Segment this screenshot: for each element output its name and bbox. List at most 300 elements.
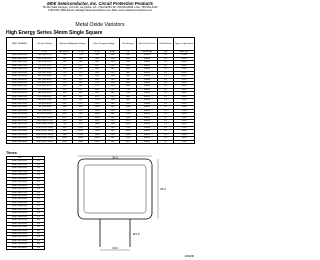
spec-header-row [7, 38, 195, 51]
table-cell: 240 (216-264) [33, 61, 57, 64]
table-cell: MDE-34S821M [7, 215, 33, 218]
table-row [7, 177, 45, 180]
table-cell: 505 [73, 95, 89, 98]
table-cell: 150 [57, 61, 73, 64]
table-cell: 1050 [73, 126, 89, 129]
table-cell: 2.0 [158, 123, 174, 126]
table-cell: 2.0 [158, 113, 174, 116]
table-cell: 1980 [89, 123, 106, 126]
table-cell: 40000 [137, 126, 158, 129]
table-cell: MDE-34S561M [7, 198, 33, 201]
table-cell: 40000 [137, 75, 158, 78]
table-cell: 2800 [174, 106, 195, 109]
table-cell: 2.0 [158, 57, 174, 60]
col-subheader: 8/20us (A) [137, 51, 158, 54]
table-row [7, 198, 45, 201]
table-cell: 40000 [137, 116, 158, 119]
table-row [7, 243, 45, 246]
table-cell: 9000 [174, 61, 195, 64]
table-cell: 600 [120, 82, 137, 85]
table-cell: 1140 [120, 109, 137, 112]
table-cell: 2.0 [158, 92, 174, 95]
table-cell: MDE-34S821M [7, 109, 33, 112]
table-cell: 300 (270-330) [33, 68, 57, 71]
table-cell: 5.0 [33, 163, 45, 166]
table-cell: 200 [106, 85, 120, 88]
table-cell: 1400 [174, 137, 195, 140]
table-cell: 385 [120, 64, 137, 67]
table-cell: 40000 [137, 133, 158, 136]
table-cell: 5.0 [33, 201, 45, 204]
table-cell: MDE-34S182M [7, 140, 33, 143]
table-cell: 350 [73, 82, 89, 85]
table-cell: 2970 [89, 140, 106, 143]
table-cell: 200 [106, 57, 120, 60]
table-row [7, 236, 45, 239]
table-cell: 940 [120, 99, 137, 102]
table-row [7, 140, 195, 143]
table-cell: 3200 [174, 99, 195, 102]
table-cell: 2.0 [158, 109, 174, 112]
table-cell: 1500 [174, 133, 195, 136]
document-code: 1302/06 [184, 255, 194, 258]
dimension-label: 10.0 [112, 246, 118, 250]
table-cell: 4300 [174, 88, 195, 91]
table-cell: 200 [106, 68, 120, 71]
col-header: Rated Power [158, 38, 174, 51]
table-cell: 1700 [174, 126, 195, 129]
table-cell: 1240 [89, 102, 106, 105]
table-cell: 1025 [89, 95, 106, 98]
table-cell: 820 (738-902) [33, 109, 57, 112]
table-cell: MDE-34S911M [7, 113, 33, 116]
table-cell: 2640 [89, 137, 106, 140]
times-title: Times [6, 151, 17, 155]
table-cell: 6000 [174, 75, 195, 78]
table-cell: MDE-34S391M [7, 184, 33, 187]
table-cell: 200 [106, 106, 120, 109]
table-row [7, 194, 45, 197]
table-cell: MDE-34S681M [7, 99, 33, 102]
table-cell: 1800 [174, 123, 195, 126]
table-cell: 895 [73, 120, 89, 123]
table-cell: MDE-34S152M [7, 239, 33, 242]
table-cell: 880 [57, 130, 73, 133]
table-cell: 5.0 [33, 229, 45, 232]
table-cell: 5.0 [33, 184, 45, 187]
table-cell: 2400 [174, 113, 195, 116]
table-row [7, 208, 45, 211]
table-cell: 1080 [120, 106, 137, 109]
table-row [7, 160, 45, 163]
table-cell: 500 [89, 68, 106, 71]
table-cell: 8000 [174, 64, 195, 67]
table-cell: MDE-34S271M [7, 64, 33, 67]
page-title: Metal Oxide Varistors [75, 22, 125, 28]
table-cell: MDE-34S142M [7, 236, 33, 239]
table-cell: MDE-34S122M [7, 229, 33, 232]
table-row [7, 163, 45, 166]
spec-table [6, 37, 195, 144]
times-body [7, 160, 45, 250]
table-cell: 845 [89, 88, 106, 91]
varistor-inner-outline [84, 165, 146, 213]
table-cell: 650 [120, 85, 137, 88]
table-cell: 5.0 [33, 170, 45, 173]
col-subheader: (W) [158, 51, 174, 54]
table-cell: 6500 [174, 71, 195, 74]
table-cell: 2900 [174, 102, 195, 105]
table-cell: 550 [89, 71, 106, 74]
table-cell: 970 [73, 123, 89, 126]
table-cell: 745 [73, 113, 89, 116]
table-cell: 1640 [120, 123, 137, 126]
table-cell: 40000 [137, 68, 158, 71]
table-cell: MDE-34S122M [7, 123, 33, 126]
table-cell: 40000 [137, 78, 158, 81]
table-cell: 4600 [174, 85, 195, 88]
col-header: Maximum Allowable Voltage [57, 38, 89, 51]
table-cell: 1250 [174, 140, 195, 143]
table-cell: 5.0 [33, 191, 45, 194]
company-address: 78-150 Calle Tampico, Unit 210, La Quinta, CA., USA 92253 Tel: 760-564-8006 • Fax: 760-564-2414 [42, 6, 158, 9]
table-cell: 1510 [120, 120, 137, 123]
table-cell: 395 [89, 61, 106, 64]
table-cell: MDE-34S781M [7, 106, 33, 109]
table-cell: 40000 [137, 130, 158, 133]
table-cell: 2.0 [158, 102, 174, 105]
table-cell: 200 [106, 120, 120, 123]
table-cell: 200 [106, 102, 120, 105]
table-cell: 1120 [89, 99, 106, 102]
table-cell: 1600 [174, 130, 195, 133]
table-cell: 460 [73, 92, 89, 95]
table-cell: 40000 [137, 61, 158, 64]
table-row [7, 239, 45, 242]
table-cell: MDE-34S471M [7, 85, 33, 88]
table-cell: 500 [120, 75, 137, 78]
table-cell: 2.0 [158, 126, 174, 129]
table-cell: 2.0 [158, 137, 174, 140]
table-cell: 420 [120, 68, 137, 71]
col-header: T [33, 157, 45, 160]
table-row [7, 222, 45, 225]
table-cell: 200 [106, 99, 120, 102]
company-header [0, 1, 200, 12]
table-row [7, 181, 45, 184]
col-subheader: Vc (V) [89, 51, 106, 54]
table-cell: MDE-34S182M [7, 246, 33, 249]
table-cell: 340 [120, 61, 137, 64]
table-cell: MDE-34S241M [7, 167, 33, 170]
table-cell: 5.0 [33, 177, 45, 180]
table-cell: 10000 [174, 57, 195, 60]
table-cell: 780 (702-858) [33, 106, 57, 109]
table-cell: 775 [89, 85, 106, 88]
table-cell: 680 (612-748) [33, 99, 57, 102]
table-cell: 230 [57, 75, 73, 78]
dimension-label: 34.0 [160, 187, 166, 191]
table-cell: MDE-34S112M [7, 226, 33, 229]
table-cell: 460 [57, 102, 73, 105]
table-cell: MDE-34S751M [7, 102, 33, 105]
table-cell: 5.0 [33, 219, 45, 222]
table-cell: 2700 [174, 109, 195, 112]
table-cell: 360 (324-396) [33, 75, 57, 78]
table-cell: 1000 [57, 137, 73, 140]
table-cell: 5500 [174, 78, 195, 81]
table-cell: 340 [89, 54, 106, 57]
table-row [7, 205, 45, 208]
table-cell: 5.0 [33, 243, 45, 246]
table-cell: 1500 [89, 113, 106, 116]
table-cell: 2.0 [158, 78, 174, 81]
table-cell: 200 [106, 126, 120, 129]
table-cell: MDE-34S471M [7, 191, 33, 194]
table-cell: 180 [73, 57, 89, 60]
table-cell: 2.0 [158, 85, 174, 88]
table-cell: 430 (387-473) [33, 82, 57, 85]
table-cell: 225 [73, 64, 89, 67]
table-cell: 40000 [137, 113, 158, 116]
table-cell: 280 [120, 54, 137, 57]
table-cell: 5.0 [33, 239, 45, 242]
table-cell: 5.0 [33, 215, 45, 218]
table-cell: 750 (675-825) [33, 102, 57, 105]
table-cell: 7200 [174, 68, 195, 71]
table-cell: 1280 [73, 137, 89, 140]
table-cell: 1100 (990-1210) [33, 120, 57, 123]
table-row [7, 215, 45, 218]
table-cell: 390 (351-429) [33, 78, 57, 81]
table-cell: 200 [106, 137, 120, 140]
table-cell: MDE-34S142M [7, 130, 33, 133]
table-cell: 1040 [120, 102, 137, 105]
table-cell: 1600 (1440-1760) [33, 137, 57, 140]
table-cell: 560 [73, 99, 89, 102]
table-cell: 1100 [57, 140, 73, 143]
table-cell: 1650 [89, 116, 106, 119]
table-cell: 3500 [174, 95, 195, 98]
table-cell: 2.0 [158, 116, 174, 119]
table-cell: 680 [57, 120, 73, 123]
table-cell: MDE-34S331M [7, 71, 33, 74]
table-cell: MDE-34S781M [7, 212, 33, 215]
table-cell: MDE-34S361M [7, 181, 33, 184]
table-cell: MDE-34S221M [7, 163, 33, 166]
table-cell: 5.0 [33, 232, 45, 235]
table-cell: MDE-34S301M [7, 174, 33, 177]
table-cell: 40000 [137, 54, 158, 57]
table-cell: 2.0 [158, 140, 174, 143]
table-cell: 415 [73, 88, 89, 91]
table-cell: MDE-34S751M [7, 208, 33, 211]
table-cell: 190 [57, 68, 73, 71]
table-cell: 1000 (900-1100) [33, 116, 57, 119]
table-cell: 310 [120, 57, 137, 60]
table-cell: MDE-34S102M [7, 222, 33, 225]
table-cell: 40000 [137, 82, 158, 85]
table-cell: 320 [73, 78, 89, 81]
table-cell: 40000 [137, 71, 158, 74]
table-row [7, 232, 45, 235]
table-cell: 800 [57, 126, 73, 129]
table-cell: 300 [57, 85, 73, 88]
col-header: Varistor Voltage [33, 38, 57, 51]
table-row [7, 188, 45, 191]
table-cell: 200 [106, 71, 120, 74]
table-cell: MDE-34S271M [7, 170, 33, 173]
table-cell: 40000 [137, 95, 158, 98]
table-cell: 2.0 [158, 61, 174, 64]
table-cell: 670 [73, 109, 89, 112]
table-cell: 5.0 [33, 198, 45, 201]
table-cell: 2.0 [158, 71, 174, 74]
table-row [7, 219, 45, 222]
table-cell: 860 [120, 95, 137, 98]
table-cell: MDE-34S241M [7, 61, 33, 64]
table-cell: 1290 [89, 106, 106, 109]
table-cell: 960 [57, 133, 73, 136]
dimension-label: 34.0 [112, 155, 118, 160]
table-cell: 40000 [137, 140, 158, 143]
table-row [7, 170, 45, 173]
table-cell: 460 [120, 71, 137, 74]
table-cell: 200 [106, 61, 120, 64]
table-cell: 640 [73, 106, 89, 109]
table-cell: 350 [57, 92, 73, 95]
table-cell: 650 [89, 78, 106, 81]
table-row [7, 167, 45, 170]
table-cell: MDE-34S561M [7, 92, 33, 95]
table-cell: 5.0 [33, 236, 45, 239]
table-cell: 40000 [137, 137, 158, 140]
table-cell: 200 [106, 130, 120, 133]
table-cell: 615 [73, 102, 89, 105]
table-cell: 2310 [89, 130, 106, 133]
table-row [7, 212, 45, 215]
spec-body [7, 54, 195, 144]
table-cell: 200 [106, 75, 120, 78]
table-row [7, 226, 45, 229]
table-cell: 750 [57, 123, 73, 126]
table-cell: MDE-34S112M [7, 120, 33, 123]
table-cell: 11000 [174, 54, 195, 57]
table-cell: 2.0 [158, 120, 174, 123]
table-cell: 2060 [120, 133, 137, 136]
table-cell: 2.0 [158, 88, 174, 91]
col-subheader: ACrms (V) [57, 51, 73, 54]
table-cell: 1920 [120, 130, 137, 133]
table-cell: 930 [89, 92, 106, 95]
table-cell: 5.0 [33, 188, 45, 191]
table-cell: 5.0 [33, 194, 45, 197]
table-cell: 2470 [120, 140, 137, 143]
table-cell: MDE-34S621M [7, 201, 33, 204]
table-cell: 5.0 [33, 246, 45, 249]
table-cell: 360 [89, 57, 106, 60]
table-cell: 300 [73, 75, 89, 78]
table-cell: 620 (558-682) [33, 95, 57, 98]
table-cell: 170 [73, 54, 89, 57]
table-row [7, 174, 45, 177]
table-cell: MDE-34S102M [7, 116, 33, 119]
table-cell: 200 [106, 82, 120, 85]
table-cell: 200 [106, 54, 120, 57]
col-header: Max Energy [120, 38, 137, 51]
table-cell: 385 [73, 85, 89, 88]
table-cell: MDE-34S431M [7, 188, 33, 191]
table-cell: MDE-34S431M [7, 82, 33, 85]
table-cell: 510 [57, 109, 73, 112]
table-cell: 5.0 [33, 208, 45, 211]
table-row [7, 229, 45, 232]
table-cell: 2200 [174, 116, 195, 119]
table-cell: 2.0 [158, 68, 174, 71]
table-cell: MDE-34S331M [7, 177, 33, 180]
table-cell: 40000 [137, 88, 158, 91]
table-cell: 200 [106, 109, 120, 112]
table-cell: 485 [57, 106, 73, 109]
table-cell: MDE-34S162M [7, 243, 33, 246]
table-cell: 200 [106, 133, 120, 136]
table-cell: 40000 [137, 64, 158, 67]
table-cell: MDE-34S301M [7, 68, 33, 71]
varistor-body-outline [78, 159, 152, 219]
table-cell: 710 [89, 82, 106, 85]
table-cell: 2.0 [158, 64, 174, 67]
table-cell: 40000 [137, 120, 158, 123]
table-cell: 2000 [174, 120, 195, 123]
table-cell: 625 [57, 116, 73, 119]
table-cell: 250 [57, 78, 73, 81]
table-cell: 2.0 [158, 133, 174, 136]
table-cell: 200 [106, 64, 120, 67]
table-cell: 200 [73, 61, 89, 64]
table-cell: 175 [57, 64, 73, 67]
table-cell: MDE-34S511M [7, 88, 33, 91]
col-header: Max Clamping Voltage [89, 38, 120, 51]
varistor-outline-drawing-icon [56, 155, 178, 253]
table-cell: MDE-34S221M [7, 57, 33, 60]
table-cell: MDE-34S162M [7, 137, 33, 140]
table-cell: 40000 [137, 106, 158, 109]
table-cell: 40000 [137, 57, 158, 60]
table-cell: 2.0 [158, 82, 174, 85]
table-cell: 470 (423-517) [33, 85, 57, 88]
table-cell: 40000 [137, 92, 158, 95]
table-row [7, 201, 45, 204]
table-cell: 1130 [73, 130, 89, 133]
col-subheader: (J) [120, 51, 137, 54]
table-cell: MDE-34S391M [7, 78, 33, 81]
table-cell: 200 [106, 116, 120, 119]
table-cell: 1200 [73, 133, 89, 136]
table-cell: 40000 [137, 123, 158, 126]
table-cell: 2150 [89, 126, 106, 129]
table-cell: MDE-34S132M [7, 232, 33, 235]
table-cell: MDE-34S132M [7, 126, 33, 129]
table-cell: 5.0 [33, 181, 45, 184]
table-cell: 5.0 [33, 205, 45, 208]
table-cell: 1500 (1350-1650) [33, 133, 57, 136]
table-cell: 1815 [89, 120, 106, 123]
table-cell: MDE-34S621M [7, 95, 33, 98]
table-cell: 1300 (1170-1430) [33, 126, 57, 129]
table-cell: MDE-34S201M [7, 54, 33, 57]
table-cell: 200 [106, 92, 120, 95]
table-cell: 40000 [137, 99, 158, 102]
